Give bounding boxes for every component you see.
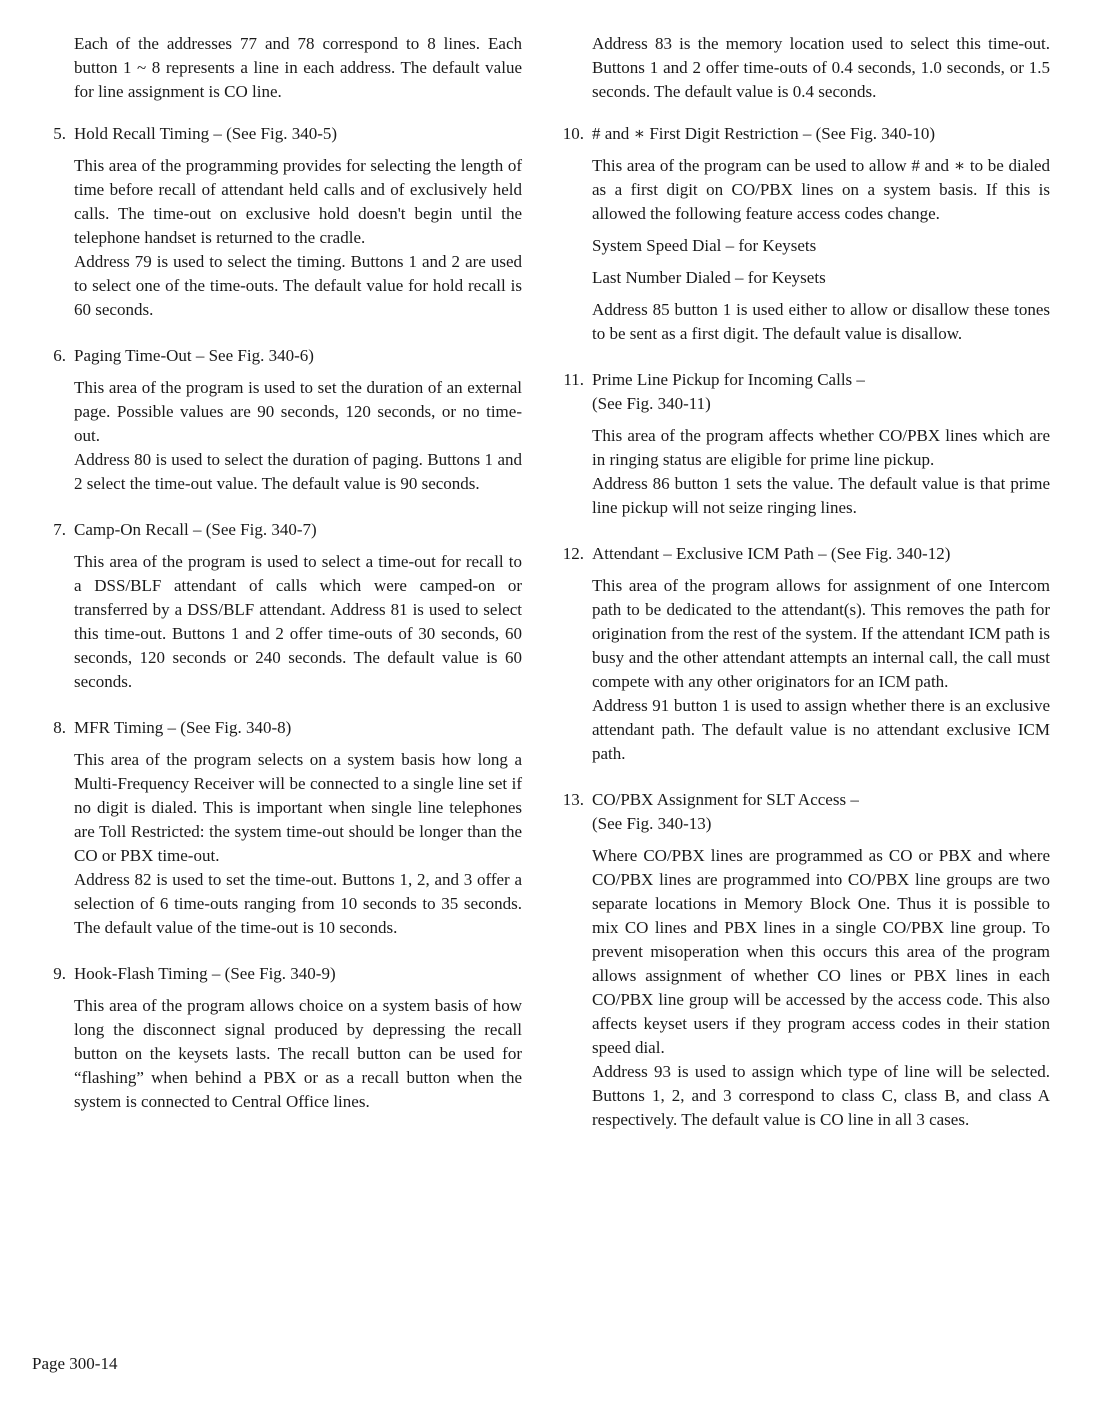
section-paragraph: Where CO/PBX lines are programmed as CO or PBX and where CO/PBX lines are programmed into CO/PBX line groups are two separate locations in Memory Block One. Thus it is possible to mix CO lines and PBX lines in a single CO/PBX line group. To prevent misoperation when this occurs this area of the program allows assignment of whether CO lines or PBX lines in each CO/PBX line group will be accessed by the access code. This also affects keyset users if they program access codes in their station speed dial. — [592, 846, 1050, 1057]
section-title — [592, 368, 1050, 416]
left-intro-paragraph: Each of the addresses 77 and 78 correspond to 8 lines. Each button 1 ~ 8 represents a line in each address. The default value for line assignment is CO line. — [74, 34, 522, 101]
left-column — [30, 32, 522, 1136]
section-paragraph: This area of the program can be used to allow # and ∗ to be dialed as a first digit on CO/PBX lines on a system basis. If this is allowed the following feature access codes change. — [592, 156, 1050, 223]
section-paragraph: Address 91 button 1 is used to assign whether there is an exclusive attendant path. The default value is no attendant exclusive ICM path. — [592, 696, 1050, 763]
section-title: Paging Time-Out – See Fig. 340-6) — [74, 346, 314, 365]
section-title: Hold Recall Timing – (See Fig. 340-5) — [74, 124, 338, 143]
section-number: 5. — [53, 124, 66, 143]
section-title-line: (See Fig. 340-13) — [592, 814, 712, 833]
section-7 — [30, 518, 522, 694]
section-number: 11. — [563, 370, 584, 389]
section-paragraph: Address 82 is used to set the time-out. Buttons 1, 2, and 3 offer a selection of 6 time-outs ranging from 10 seconds to 35 seconds. The default value of the time-out is 10 seconds. — [74, 870, 522, 937]
section-paragraph: Address 93 is used to assign which type of line will be selected. Buttons 1, 2, and 3 correspond to class C, class B, and class A respectively. The default value is CO line in all 3 cases. — [592, 1062, 1050, 1129]
section-number: 7. — [53, 520, 66, 539]
section-title — [592, 788, 1050, 836]
page-number: Page 300-14 — [32, 1354, 118, 1373]
section-5 — [30, 122, 522, 322]
right-intro-paragraph: Address 83 is the memory location used to select this time-out. Buttons 1 and 2 offer time-outs of 0.4 seconds, 1.0 seconds, or 1.5 seconds. The default value is 0.4 seconds. — [592, 34, 1050, 101]
section-10 — [548, 122, 1050, 346]
section-title-line: CO/PBX Assignment for SLT Access – — [592, 790, 859, 809]
section-paragraph: This area of the program is used to set the duration of an external page. Possible values are 90 seconds, 120 seconds, or no time-out. — [74, 378, 522, 445]
section-title-line: Prime Line Pickup for Incoming Calls – — [592, 370, 865, 389]
section-6 — [30, 344, 522, 496]
section-number: 6. — [53, 346, 66, 365]
section-paragraph: This area of the program allows choice on a system basis of how long the disconnect signal produced by depressing the recall button on the keysets lasts. The recall button can be used for “flashing” when behind a PBX or as a recall button when the system is connected to Central Office lines. — [74, 996, 522, 1111]
feature-access-code-last-number: Last Number Dialed – for Keysets — [592, 268, 826, 287]
section-13 — [548, 788, 1050, 1132]
section-title: Camp-On Recall – (See Fig. 340-7) — [74, 520, 317, 539]
section-paragraph: This area of the program allows for assignment of one Intercom path to be dedicated to the attendant(s). This removes the path for origination from the rest of the system. If the attendant ICM path is busy and the other attendant attempts an internal call, the call must compete with any other originators for an ICM path. — [592, 576, 1050, 691]
section-number: 10. — [562, 124, 584, 143]
section-9 — [30, 962, 522, 1114]
section-paragraph: This area of the program is used to select a time-out for recall to a DSS/BLF attendant of calls which were camped-on or transferred by a DSS/BLF attendant. Address 81 is used to select this time-out. Buttons 1 and 2 offer time-outs of 30 seconds, 60 seconds, 120 seconds or 240 seconds. The default value is 60 seconds. — [74, 552, 522, 691]
section-number: 9. — [53, 964, 66, 983]
section-paragraph: This area of the program selects on a system basis how long a Multi-Frequency Receiver will be connected to a single line set if no digit is dialed. This is important when single line telephones are Toll Restricted: the system time-out should be longer than the CO or PBX time-out. — [74, 750, 522, 865]
section-title: # and ∗ First Digit Restriction – (See Fig. 340-10) — [592, 124, 936, 143]
section-paragraph: This area of the programming provides for selecting the length of time before recall of attendant held calls and of exclusively held calls. The time-out on exclusive hold doesn't begin until the telephone handset is returned to the cradle. — [74, 156, 522, 247]
section-paragraph: This area of the program affects whether CO/PBX lines which are in ringing status are eligible for prime line pickup. — [592, 426, 1050, 469]
section-paragraph: Address 80 is used to select the duration of paging. Buttons 1 and 2 select the time-out value. The default value is 90 seconds. — [74, 450, 522, 493]
section-number: 13. — [562, 790, 584, 809]
section-paragraph: Address 86 button 1 sets the value. The default value is that prime line pickup will not seize ringing lines. — [592, 474, 1050, 517]
section-8 — [30, 716, 522, 940]
section-12 — [548, 542, 1050, 766]
feature-access-code-speed-dial: System Speed Dial – for Keysets — [592, 236, 817, 255]
section-title: Attendant – Exclusive ICM Path – (See Fig. 340-12) — [592, 544, 951, 563]
section-title-line: (See Fig. 340-11) — [592, 394, 711, 413]
section-title: Hook-Flash Timing – (See Fig. 340-9) — [74, 964, 336, 983]
section-number: 8. — [53, 718, 66, 737]
section-paragraph: Address 79 is used to select the timing. Buttons 1 and 2 are used to select one of the time-outs. The default value for hold recall is 60 seconds. — [74, 252, 522, 319]
section-number: 12. — [562, 544, 584, 563]
section-paragraph: Address 85 button 1 is used either to allow or disallow these tones to be sent as a first digit. The default value is disallow. — [592, 300, 1050, 343]
right-column — [548, 32, 1050, 1154]
section-title: MFR Timing – (See Fig. 340-8) — [74, 718, 292, 737]
section-11 — [548, 368, 1050, 520]
